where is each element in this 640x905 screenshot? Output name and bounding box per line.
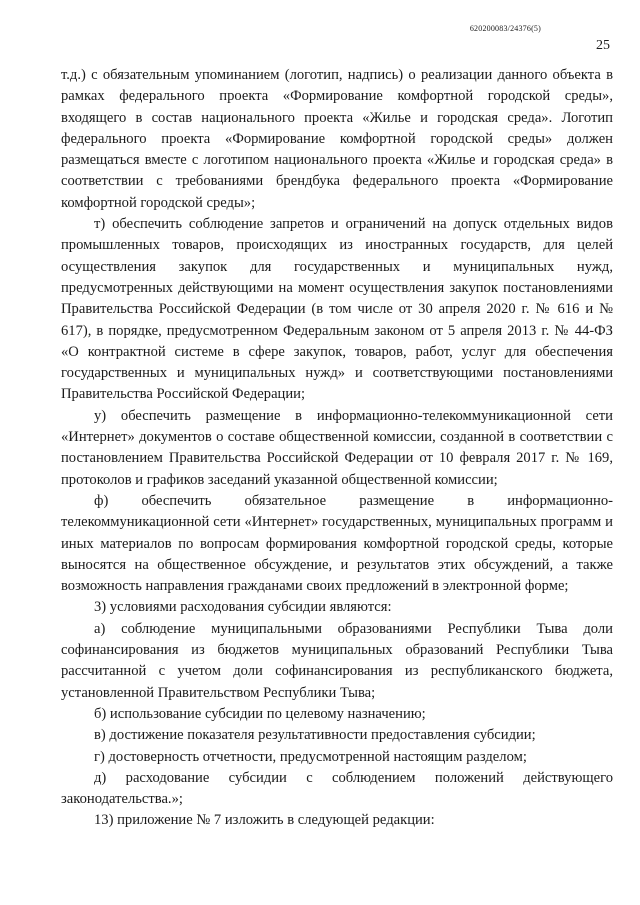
paragraph-item-u: у) обеспечить размещение в информационно-телекоммуникационной сети «Интернет» документов о составе общественной комиссии, созданной в соответствии с постановлением Правительства Российской Федерации от 10 февраля 2017 г. № 169, протоколов и графиков заседаний указанной общественной комиссии; — [61, 407, 613, 488]
paragraph-item-13: 13) приложение № 7 изложить в следующей редакции: — [94, 812, 435, 829]
paragraph-item-f: ф) обеспечить обязательное размещение в информационно-телекоммуникационной сети «Интернет» государственных, муниципальных программ и иных материалов по вопросам формирования комфортной городской среды, которые выносятся на общественное обсуждение, и результатов этих обсуждений, а также возможность направления гражданами своих предложений в электронной форме; — [61, 492, 613, 595]
paragraph-item-t: т) обеспечить соблюдение запретов и ограничений на допуск отдельных видов промышленных товаров, происходящих из иностранных государств, для целей осуществления закупок для государственных и муниципальных нужд, предусмотренных действующими на момент осуществления закупок постановлениями Правительства Российской Федерации (в том числе от 30 апреля 2020 г. № 616 и № 617), в порядке, предусмотренном Федеральным законом от 5 апреля 2013 г. № 44-ФЗ «О контрактной системе в сфере закупок, товаров, работ, услуг для обеспечения государственных и муниципальных нужд» и соответствующими постановлениями Правительства Российской Федерации; — [61, 216, 613, 403]
paragraph-conditions-heading: 3) условиями расходования субсидии являются: — [94, 599, 392, 616]
paragraph-condition-v: в) достижение показателя результативности предоставления субсидии; — [94, 727, 536, 744]
document-body — [61, 65, 613, 832]
paragraph-condition-b: б) использование субсидии по целевому назначению; — [94, 705, 426, 722]
page-number: 25 — [596, 38, 610, 53]
paragraph-continuation: т.д.) с обязательным упоминанием (логотип, надпись) о реализации данного объекта в рамках федерального проекта «Формирование комфортной городской среды», входящего в состав национального проекта «Жилье и городская среда». Логотип федерального проекта «Формирование комфортной городской среды» должен размещаться вместе с логотипом национального проекта «Жилье и городская среда» в соответствии с требованиями брендбука федерального проекта «Формирование комфортной городской среды»; — [61, 67, 613, 211]
paragraph-condition-a: а) соблюдение муниципальными образованиями Республики Тыва доли софинансирования из бюджетов муниципальных образований Республики Тыва рассчитанной с учетом доли софинансирования из республиканского бюджета, установленной Правительством Республики Тыва; — [61, 620, 613, 701]
paragraph-condition-g: г) достоверность отчетности, предусмотренной настоящим разделом; — [94, 748, 527, 765]
document-code: 620200083/24376(5) — [469, 24, 541, 33]
paragraph-condition-d: д) расходование субсидии с соблюдением положений действующего законодательства.»; — [61, 769, 613, 808]
